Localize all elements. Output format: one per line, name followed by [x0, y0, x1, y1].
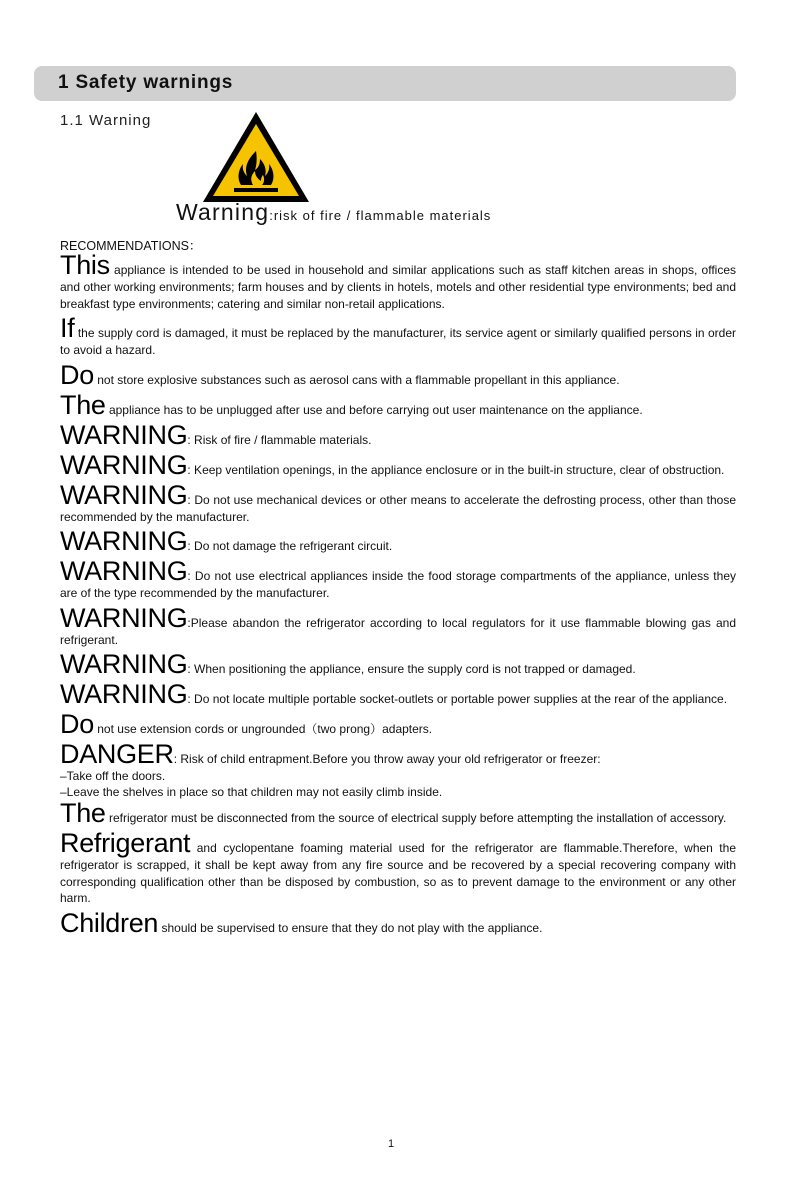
danger-step: –Leave the shelves in place so that children may not easily climb inside.	[60, 785, 443, 799]
warning-paragraph	[60, 681, 736, 708]
paragraph-text: : Do not locate multiple portable socket-outlets or portable power supplies at the rear of the appliance.	[187, 692, 728, 706]
paragraph-lead-word: WARNING	[60, 649, 188, 679]
paragraph-text: :Please abandon the refrigerator according to local regulators for it use flammable blowing gas and refrigerant.	[60, 615, 736, 647]
warning-paragraph	[60, 449, 736, 480]
paragraph-lead-word: WARNING	[60, 556, 188, 586]
warning-caption-word: Warning	[176, 199, 270, 225]
safety-paragraph	[60, 711, 736, 738]
section-title: 1 Safety warnings	[58, 72, 234, 93]
warning-caption-text: :risk of fire / flammable materials	[269, 208, 492, 223]
safety-paragraph	[60, 389, 736, 420]
safety-paragraph	[60, 830, 736, 907]
paragraph-lead-word: Refrigerant	[60, 828, 191, 858]
safety-paragraph	[60, 252, 736, 312]
paragraph-text: : When positioning the appliance, ensure the supply cord is not trapped or damaged.	[187, 662, 636, 676]
paragraph-text: : Risk of fire / flammable materials.	[187, 432, 372, 447]
paragraph-text: : Do not damage the refrigerant circuit.	[187, 539, 393, 553]
warning-paragraph	[60, 479, 736, 526]
paragraph-lead-word: If	[60, 313, 75, 343]
paragraph-lead-word: This	[60, 250, 110, 280]
paragraph-lead-word: WARNING	[60, 526, 188, 556]
paragraph-text: : Do not use mechanical devices or other means to accelerate the defrosting process, other than those recommended by the manufacturer.	[60, 492, 736, 524]
paragraph-text: and cyclopentane foaming material used for the refrigerator are flammable.Therefore, when the refrigerator is scrapped, it shall be kept away from any fire source and be recovered by a special recovering company with corresponding qualification other than be disposed by combustion, so as to prevent damage to the environment or any other harm.	[60, 841, 736, 905]
paragraph-lead-word: The	[60, 389, 106, 420]
warning-paragraph	[60, 602, 736, 649]
paragraph-lead-word: Children	[60, 907, 159, 938]
recommendations-heading: RECOMMENDATIONS：	[60, 239, 202, 253]
paragraph-text: the supply cord is damaged, it must be replaced by the manufacturer, its service agent or similarly qualified persons in order to avoid a hazard.	[60, 326, 736, 357]
paragraph-lead-word: The	[60, 798, 106, 828]
paragraph-lead-word: Do	[60, 359, 94, 390]
paragraph-lead-word: WARNING	[60, 419, 188, 450]
paragraph-lead-word: WARNING	[60, 479, 188, 510]
safety-paragraph	[60, 800, 736, 827]
safety-paragraph	[60, 359, 736, 390]
paragraph-text: not use extension cords or ungrounded（two prong）adapters.	[93, 722, 433, 736]
warning-paragraph	[60, 528, 736, 555]
paragraph-text: not store explosive substances such as aerosol cans with a flammable propellant in this appliance.	[93, 372, 620, 387]
danger-step: –Take off the doors.	[60, 769, 166, 783]
page-number: 1	[388, 1138, 395, 1150]
recommendations-body	[60, 252, 736, 937]
danger-paragraph	[60, 741, 736, 768]
paragraph-lead-word: Do	[60, 709, 94, 739]
paragraph-lead-word: WARNING	[60, 602, 188, 633]
paragraph-text: refrigerator must be disconnected from the source of electrical supply before attempting the installation of accessory.	[105, 811, 727, 825]
paragraph-text: : Keep ventilation openings, in the appliance enclosure or in the built-in structure, clear of obstruction.	[187, 462, 725, 477]
flammable-warning-triangle-icon	[200, 109, 312, 205]
warning-paragraph	[60, 558, 736, 602]
paragraph-text: : Risk of child entrapment.Before you throw away your old refrigerator or freezer:	[173, 752, 601, 766]
safety-paragraph	[60, 907, 736, 938]
paragraph-lead-word: WARNING	[60, 679, 188, 709]
warning-paragraph	[60, 651, 736, 678]
warning-paragraph	[60, 419, 736, 450]
safety-paragraph	[60, 315, 736, 359]
paragraph-text: : Do not use electrical appliances inside the food storage compartments of the appliance, unless they are of the type recommended by the manufacturer.	[60, 569, 736, 600]
paragraph-lead-word: WARNING	[60, 449, 188, 480]
section-header-bar	[34, 66, 736, 101]
paragraph-text: should be supervised to ensure that they do not play with the appliance.	[158, 920, 543, 935]
paragraph-text: appliance is intended to be used in household and similar applications such as staff kitchen areas in shops, offices and other working environments; farm houses and by clients in hotels, motels and other residential type environments; bed and breakfast type environments; catering and similar non-retail applications.	[60, 263, 736, 311]
paragraph-text: appliance has to be unplugged after use and before carrying out user maintenance on the appliance.	[105, 402, 643, 417]
subsection-title: 1.1 Warning	[60, 112, 152, 129]
paragraph-lead-word: DANGER	[60, 739, 174, 769]
warning-caption	[176, 199, 491, 226]
